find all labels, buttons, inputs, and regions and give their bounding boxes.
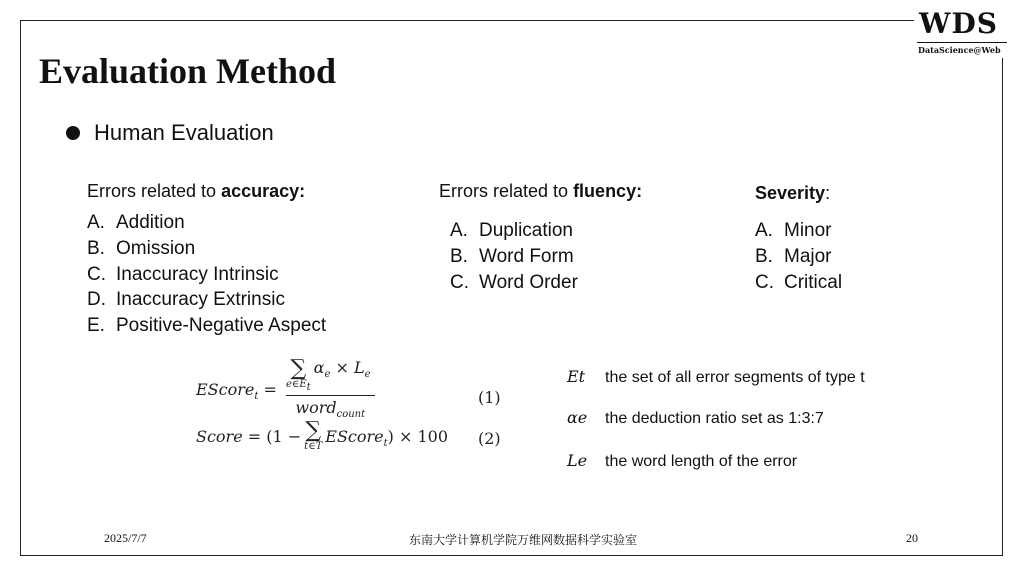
legend-symbol: αe bbox=[567, 408, 588, 427]
list-item: A. Addition bbox=[87, 212, 185, 233]
fluency-column bbox=[439, 179, 642, 295]
legend-description: the set of all error segments of type t bbox=[605, 369, 865, 386]
legend-description: the deduction ratio set as 1:3:7 bbox=[605, 410, 824, 427]
list-item: A. Duplication bbox=[450, 220, 573, 241]
formula-escore: EScore$_t$ = ∑ $e\in E_t$ $\alpha_e \times L_e$ word$_{count}$ (1) bbox=[196, 356, 501, 421]
logo-text: WDS bbox=[919, 7, 998, 40]
legend-row bbox=[567, 408, 824, 428]
legend-symbol: Et bbox=[567, 367, 586, 386]
list-item: C. Word Order bbox=[450, 271, 578, 293]
list-item: E. Positive-Negative Aspect bbox=[87, 315, 327, 337]
list-item: C. Critical bbox=[755, 271, 843, 293]
equation-number: (1) bbox=[478, 388, 501, 407]
fluency-list bbox=[450, 218, 642, 295]
legend-row bbox=[567, 367, 865, 387]
page-number: 20 bbox=[906, 531, 918, 545]
severity-list bbox=[755, 218, 842, 295]
equation-number: (2) bbox=[478, 429, 501, 448]
list-item: A. Minor bbox=[755, 220, 832, 241]
severity-column bbox=[755, 181, 842, 295]
fluency-heading: Errors related to fluency: bbox=[439, 181, 643, 201]
footer-date: 2025/7/7 bbox=[104, 531, 147, 545]
bullet-icon bbox=[66, 126, 80, 140]
legend-symbol: Le bbox=[567, 451, 588, 470]
list-item: C. Inaccuracy Intrinsic bbox=[87, 263, 279, 285]
list-item: B. Word Form bbox=[450, 245, 574, 267]
severity-heading: Severity: bbox=[755, 183, 831, 203]
list-item: B. Omission bbox=[87, 237, 196, 259]
list-item: D. Inaccuracy Extrinsic bbox=[87, 289, 285, 311]
bullet-heading: Human Evaluation bbox=[94, 120, 274, 145]
accuracy-heading: Errors related to accuracy: bbox=[87, 181, 306, 201]
logo-divider bbox=[917, 42, 1007, 43]
list-item: B. Major bbox=[755, 245, 832, 267]
legend-description: the word length of the error bbox=[605, 453, 798, 470]
accuracy-list bbox=[87, 210, 326, 339]
wds-logo bbox=[914, 4, 1010, 58]
legend-row bbox=[567, 451, 797, 471]
slide-title: Evaluation Method bbox=[39, 51, 337, 91]
accuracy-column bbox=[87, 179, 326, 339]
logo-subtitle: DataScience@Web bbox=[918, 45, 1001, 55]
footer-organization: 东南大学计算机学院万维网数据科学实验室 bbox=[409, 533, 638, 547]
formula-score: Score = (1 − ∑ t∈T EScore$_t$) × 100 (2) bbox=[196, 418, 501, 452]
